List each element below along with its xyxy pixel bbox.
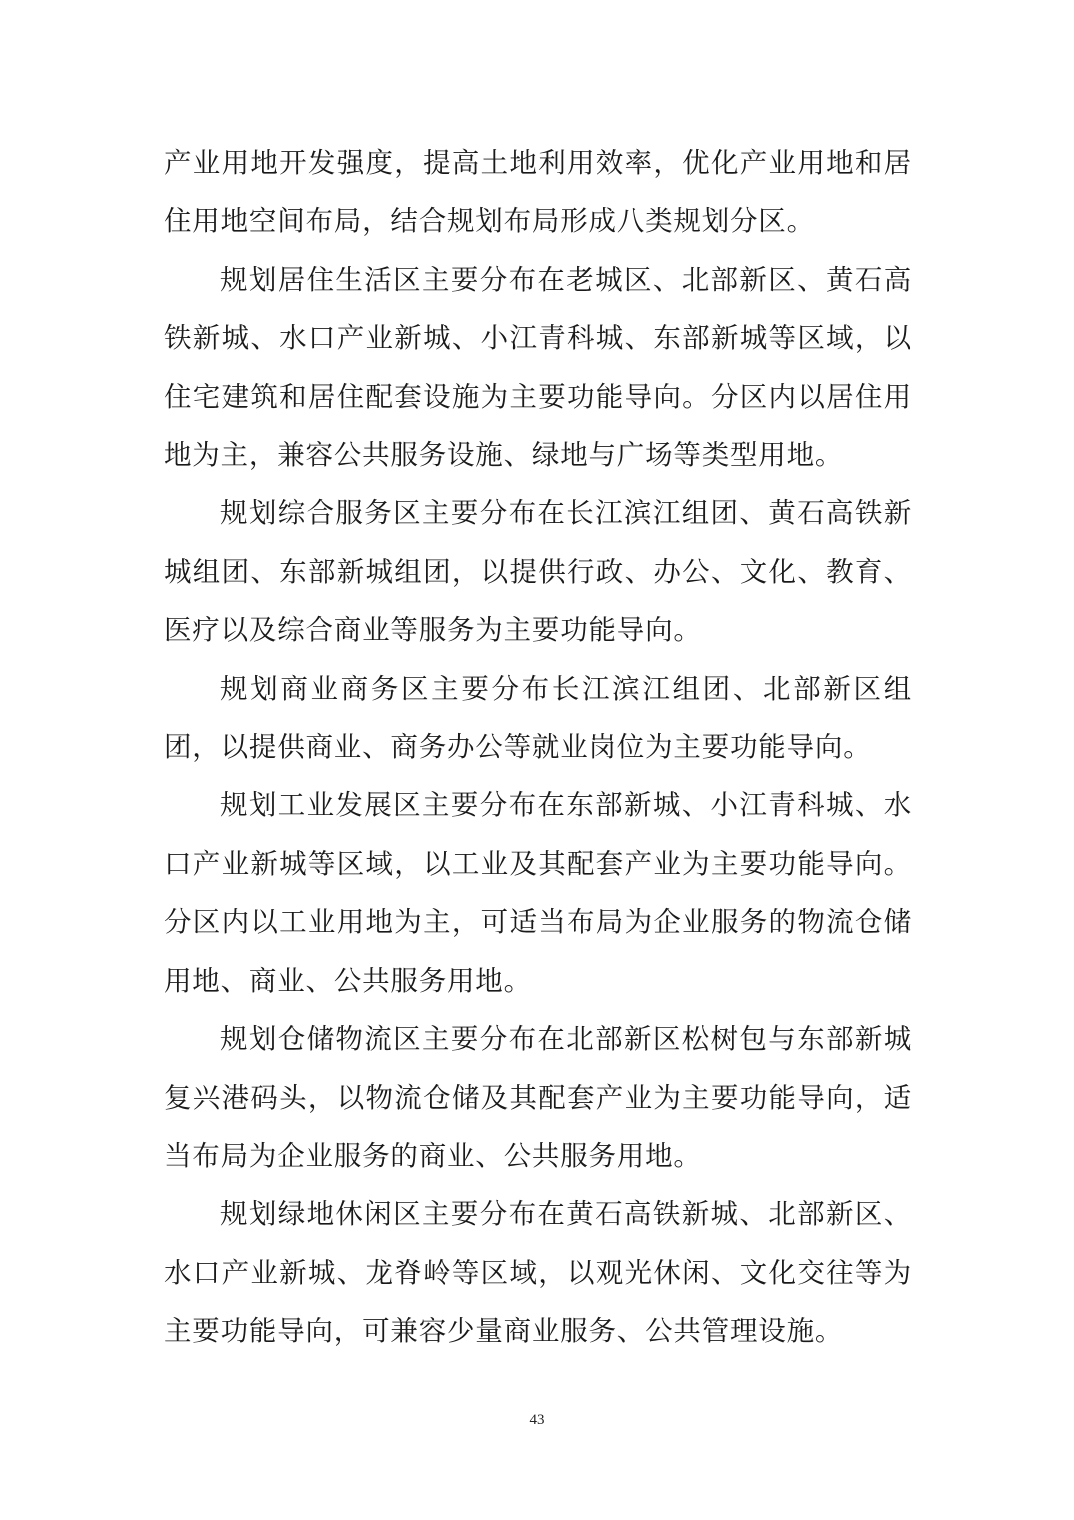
paragraph-residential-zone: 规划居住生活区主要分布在老城区、北部新区、黄石高铁新城、水口产业新城、小江青科城、东部新城等区域，以住宅建筑和居住配套设施为主要功能导向。分区内以居住用地为主，兼容公共服务设施、绿地与广场等类型用地。: [164, 263, 912, 472]
paragraph-industrial-zone: 规划工业发展区主要分布在东部新城、小江青科城、水口产业新城等区域，以工业及其配套产业为主要功能导向。分区内以工业用地为主，可适当布局为企业服务的物流仓储用地、商业、公共服务用地。: [164, 789, 912, 997]
paragraph-commercial-business-zone: 规划商业商务区主要分布长江滨江组团、北部新区组团，以提供商业、商务办公等就业岗位为主要功能导向。: [164, 672, 912, 764]
body-text: [164, 134, 912, 1361]
page-number: 43: [529, 1412, 545, 1428]
paragraph-comprehensive-service-zone: 规划综合服务区主要分布在长江滨江组团、黄石高铁新城组团、东部新城组团，以提供行政、办公、文化、教育、医疗以及综合商业等服务为主要功能导向。: [164, 497, 912, 647]
paragraph-green-leisure-zone: 规划绿地休闲区主要分布在黄石高铁新城、北部新区、水口产业新城、龙脊岭等区域，以观光休闲、文化交往等为主要功能导向，可兼容少量商业服务、公共管理设施。: [164, 1198, 912, 1348]
paragraph-continuation: 产业用地开发强度，提高土地利用效率，优化产业用地和居住用地空间布局，结合规划布局形成八类规划分区。: [164, 147, 912, 238]
paragraph-logistics-zone: 规划仓储物流区主要分布在北部新区松树包与东部新城复兴港码头，以物流仓储及其配套产业为主要功能导向，适当布局为企业服务的商业、公共服务用地。: [164, 1023, 912, 1172]
